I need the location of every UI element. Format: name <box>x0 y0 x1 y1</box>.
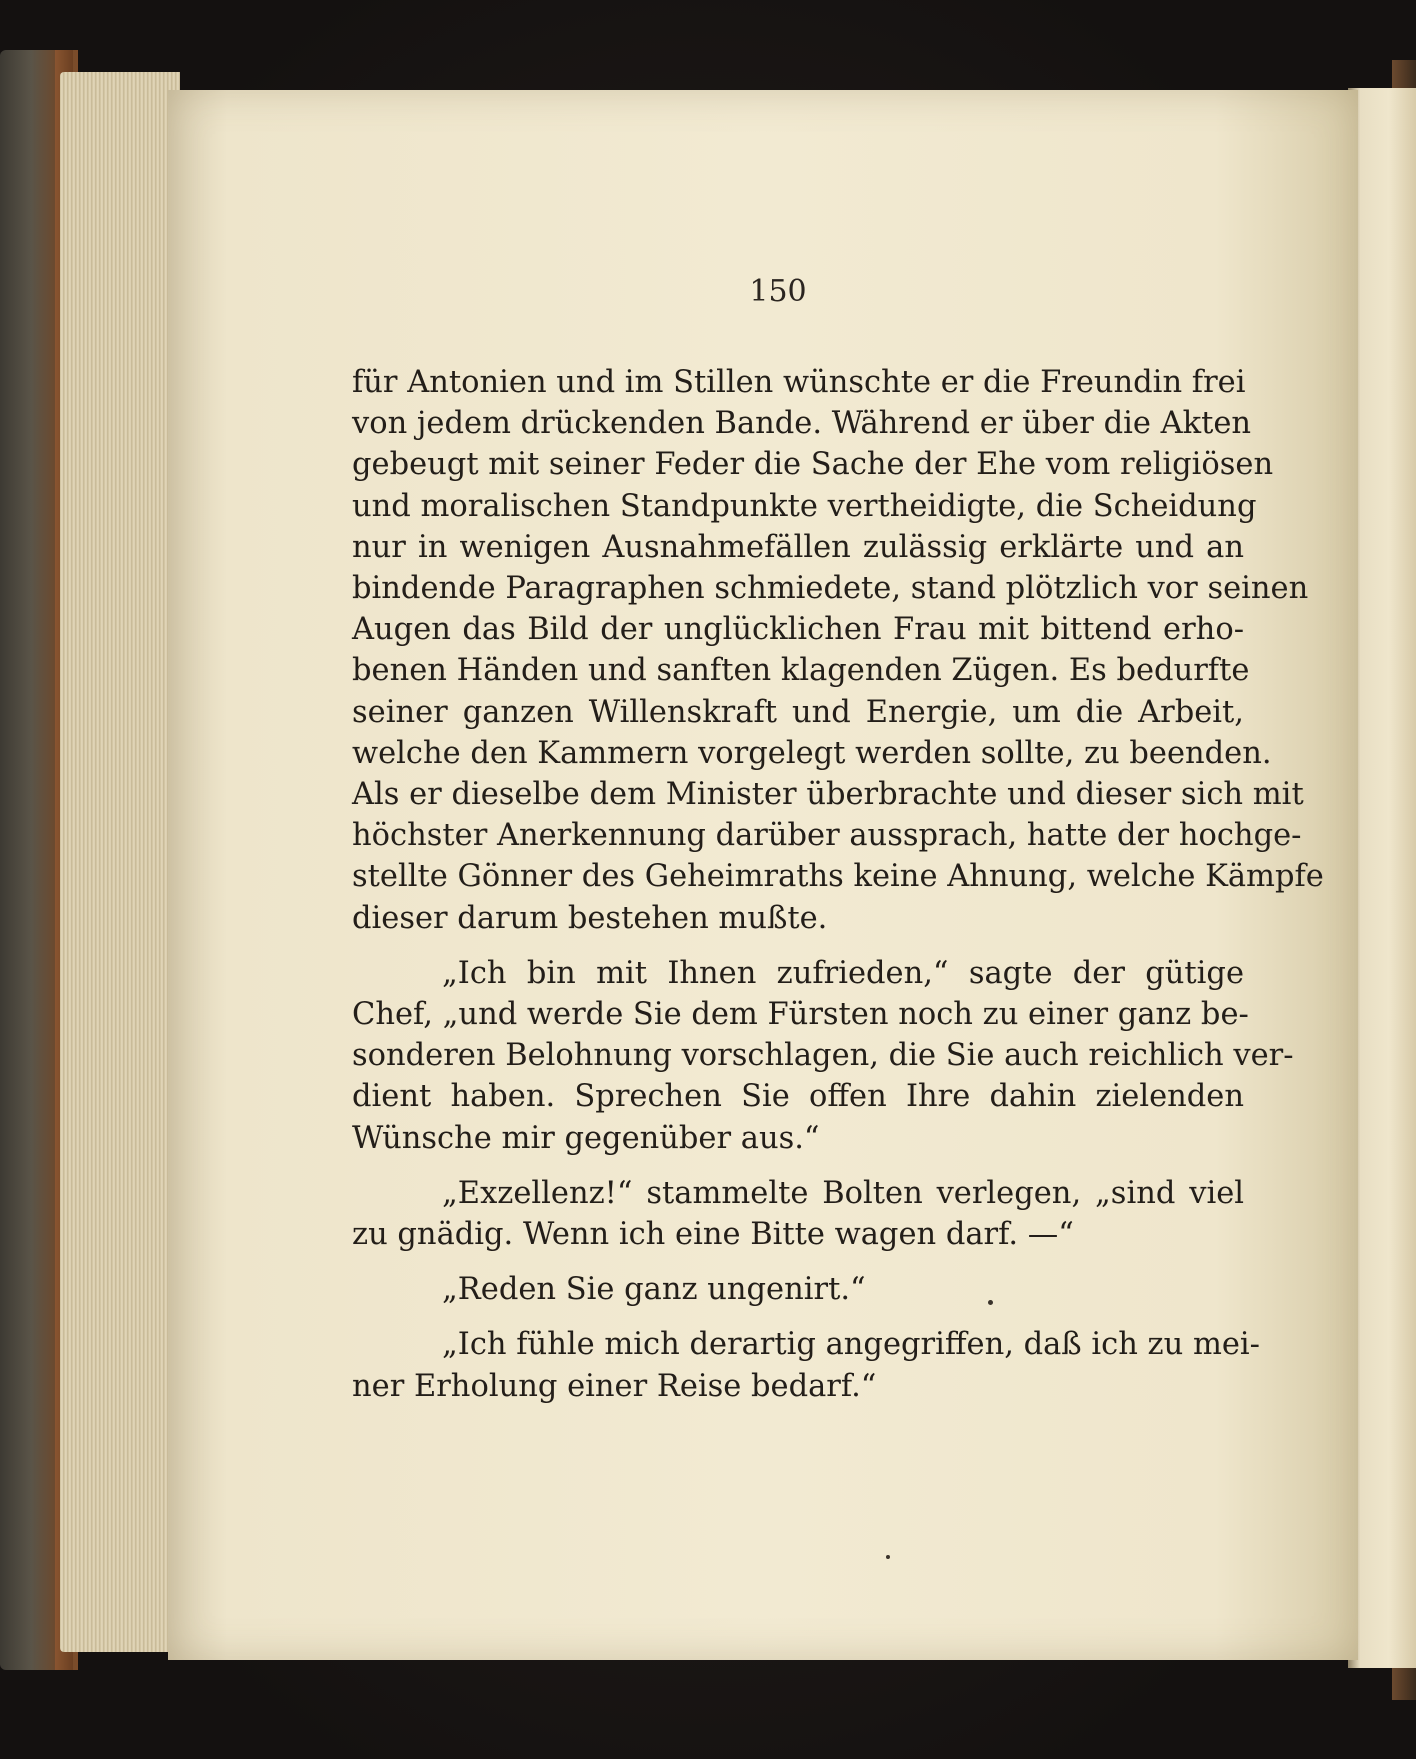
text-line: welche den Kammern vorgelegt werden sollte, zu beenden. <box>352 735 1272 771</box>
ink-speck <box>886 1555 890 1559</box>
text-line: „Reden Sie ganz ungenirt.“ <box>442 1272 866 1308</box>
page-number: 150 <box>749 274 807 309</box>
paragraph <box>352 953 1294 1159</box>
facing-page-edge <box>1348 88 1416 1668</box>
text-line: ner Erholung einer Reise bedarf.“ <box>352 1368 877 1404</box>
text-line: gebeugt mit seiner Feder die Sache der Ehe vom religiösen <box>352 447 1274 483</box>
ink-speck <box>988 1300 993 1305</box>
text-line: von jedem drückenden Bande. Während er über die Akten <box>352 406 1252 442</box>
text-line: Wünsche mir gegenüber aus.“ <box>352 1120 820 1156</box>
text-line: dient haben. Sprechen Sie offen Ihre dahin zielenden <box>352 1079 1244 1115</box>
text-line: Als er dieselbe dem Minister überbrachte und dieser sich mit <box>352 777 1304 813</box>
text-line: dieser darum bestehen mußte. <box>352 900 828 936</box>
paragraph <box>352 362 1324 939</box>
paragraph <box>352 1324 1260 1406</box>
text-line: stellte Gönner des Geheimraths keine Ahnung, welche Kämpfe <box>352 859 1324 895</box>
page-edges <box>60 72 180 1652</box>
text-line: benen Händen und sanften klagenden Zügen. Es bedurfte <box>352 653 1250 689</box>
text-line: sonderen Belohnung vorschlagen, die Sie auch reichlich ver- <box>352 1038 1294 1074</box>
book-page <box>168 90 1358 1660</box>
text-line: nur in wenigen Ausnahmefällen zulässig erklärte und an <box>352 529 1244 565</box>
text-line: Chef, „und werde Sie dem Fürsten noch zu einer ganz be- <box>352 997 1249 1033</box>
page-text <box>352 362 1324 1421</box>
text-line: und moralischen Standpunkte vertheidigte, die Scheidung <box>352 488 1257 524</box>
text-line: zu gnädig. Wenn ich eine Bitte wagen darf. —“ <box>352 1217 1074 1253</box>
text-line: für Antonien und im Stillen wünschte er die Freundin frei <box>352 365 1246 400</box>
text-line: Augen das Bild der unglücklichen Frau mit bittend erho- <box>352 612 1244 648</box>
text-line: „Exzellenz!“ stammelte Bolten verlegen, „sind viel <box>442 1175 1244 1211</box>
text-line: „Ich fühle mich derartig angegriffen, daß ich zu mei- <box>442 1327 1260 1363</box>
text-line: höchster Anerkennung darüber aussprach, hatte der hochge- <box>352 818 1302 854</box>
text-line: seiner ganzen Willenskraft und Energie, um die Arbeit, <box>352 694 1244 730</box>
text-line: „Ich bin mit Ihnen zufrieden,“ sagte der gütige <box>442 955 1244 991</box>
text-line: bindende Paragraphen schmiedete, stand plötzlich vor seinen <box>352 571 1309 607</box>
paragraph <box>352 1173 1244 1255</box>
paragraph <box>352 1269 1244 1310</box>
